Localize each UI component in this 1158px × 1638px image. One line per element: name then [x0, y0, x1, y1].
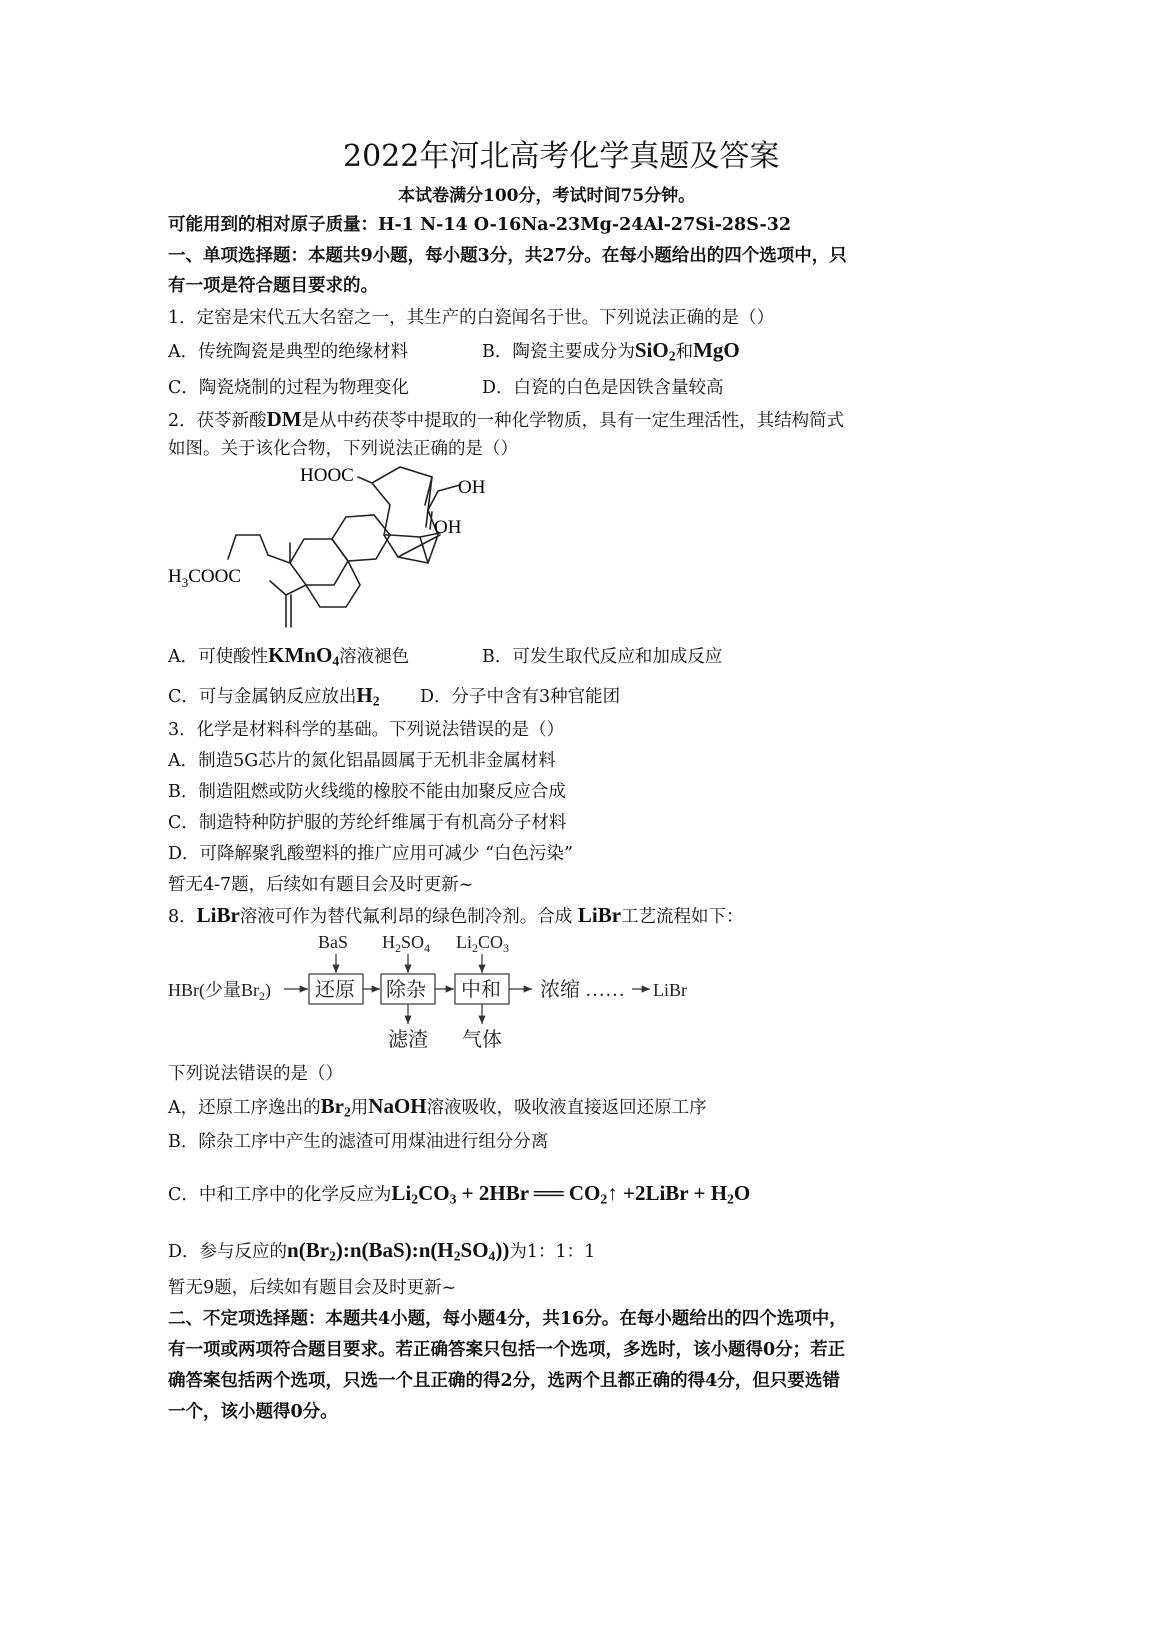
note-q4-7: 暂无4-7题，后续如有题目会及时更新~	[168, 875, 474, 895]
struct-label-ester: $H_3COOC$	[168, 566, 242, 590]
q8-option-b: B．除杂工序中产生的滤渣可用煤油进行组分分离	[168, 1132, 549, 1152]
process-flow-diagram	[160, 928, 720, 1056]
section2-heading-line3: 确答案包括两个选项，只选一个且正确的得2分，选两个且都正确的得4分，但只要选错	[168, 1371, 840, 1391]
q8-stem: 8．LiBr溶液可作为替代氟利昂的绿色制冷剂。合成 LiBr工艺流程如下：	[168, 903, 744, 927]
section2-heading-line2: 有一项或两项符合题目要求。若正确答案只包括一个选项，多选时，该小题得0分；若正	[168, 1340, 846, 1360]
reagent-h2so4: $H_2SO_4$	[382, 932, 431, 955]
struct-label-oh1: OH	[458, 477, 486, 498]
box-neutralize-label: 中和	[461, 979, 501, 1001]
q2-option-d: D．分子中含有3种官能团	[420, 687, 621, 707]
q1-stem: 1．定窑是宋代五大名窑之一，其生产的白瓷闻名于世。下列说法正确的是（）	[168, 308, 775, 328]
q2-option-a: A．可使酸性KMnO$_4$溶液褪色	[168, 643, 410, 669]
reagent-li2co3: $Li_2CO_3$	[456, 932, 510, 955]
box-purify-label: 除杂	[386, 979, 426, 1001]
struct-label-oh2: OH	[434, 517, 462, 538]
box-reduce-label: 还原	[315, 979, 355, 1001]
q3-option-b: B．制造阻燃或防火线缆的橡胶不能由加聚反应合成	[168, 782, 566, 802]
q3-option-d: D．可降解聚乳酸塑料的推广应用可减少 “白色污染”	[168, 844, 573, 864]
struct-label-hooc: HOOC	[300, 465, 354, 486]
q2-stem-line2: 如图。关于该化合物，下列说法正确的是（）	[168, 439, 518, 459]
page-subtitle: 本试卷满分100分，考试时间75分钟。	[398, 186, 696, 206]
flow-concentrate: 浓缩 ……	[540, 979, 625, 1001]
q1-option-b: B．陶瓷主要成分为SiO$_2$和MgO	[482, 338, 740, 364]
q1-option-d: D．白瓷的白色是因铁含量较高	[482, 378, 724, 398]
output-gas: 气体	[462, 1029, 502, 1051]
q3-stem: 3．化学是材料科学的基础。下列说法错误的是（）	[168, 720, 565, 740]
q1-option-a: A．传统陶瓷是典型的绝缘材料	[168, 342, 409, 362]
atomic-masses: 可能用到的相对原子质量：H-1 N-14 O-16Na-23Mg-24Al-27Si-28S-32	[168, 215, 792, 235]
section2-heading-line4: 一个，该小题得0分。	[168, 1402, 338, 1422]
page-title: 2022年河北高考化学真题及答案	[343, 139, 780, 174]
q2-stem-line1: 2．茯苓新酸DM是从中药茯苓中提取的一种化学物质，具有一定生理活性，其结构简式	[168, 407, 845, 431]
section1-heading-line2: 有一项是符合题目要求的。	[168, 276, 378, 296]
q2-option-c: C．可与金属钠反应放出$H_2$	[168, 683, 380, 709]
q8-ask: 下列说法错误的是（）	[168, 1064, 343, 1084]
flow-input: HBr(少量$Br_2$)	[168, 980, 271, 1003]
section2-heading-line1: 二、不定项选择题：本题共4小题，每小题4分，共16分。在每小题给出的四个选项中，	[168, 1309, 847, 1329]
q1-option-c: C．陶瓷烧制的过程为物理变化	[168, 378, 409, 398]
q8-option-d: D．参与反应的$n(Br_2):n(BaS):n(H_2SO_4)$)为1：1：1	[168, 1238, 596, 1264]
flow-product: LiBr	[653, 980, 687, 1000]
section1-heading-line1: 一、单项选择题：本题共9小题，每小题3分，共27分。在每小题给出的四个选项中，只	[168, 246, 847, 266]
q3-option-c: C．制造特种防护服的芳纶纤维属于有机高分子材料	[168, 813, 567, 833]
output-residue: 滤渣	[388, 1029, 428, 1051]
q8-option-c: C．中和工序中的化学反应为$Li_2CO_3 + 2HBr$ ══ $CO_2↑$ +2LiBr + $H_2O$	[168, 1181, 751, 1207]
structure-formula-dm	[160, 455, 520, 640]
q3-option-a: A．制造5G芯片的氮化铝晶圆属于无机非金属材料	[168, 751, 556, 771]
q2-option-b: B．可发生取代反应和加成反应	[482, 647, 723, 667]
q8-option-a: A，还原工序逸出的$Br_2$用NaOH溶液吸收，吸收液直接返回还原工序	[168, 1094, 707, 1120]
reagent-bas: BaS	[318, 932, 349, 952]
note-q9: 暂无9题，后续如有题目会及时更新~	[168, 1278, 457, 1298]
